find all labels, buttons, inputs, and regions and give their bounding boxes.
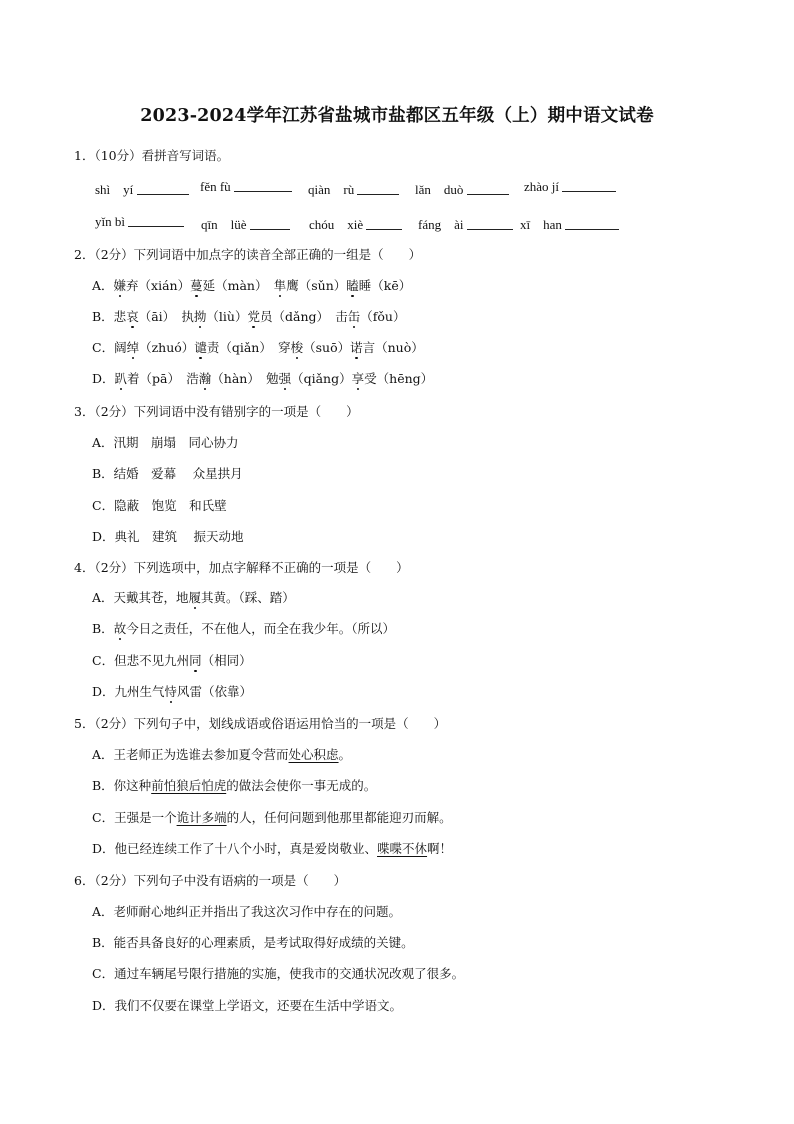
- answer-blank[interactable]: [357, 182, 399, 195]
- option-a[interactable]: A．天戴其苍，地履其黄。（踩、踏）: [92, 590, 295, 605]
- pinyin-item: chóu xiè: [309, 214, 402, 233]
- option-d[interactable]: D．他已经连续工作了十八个小时，真是爱岗敬业、喋喋不休啊！: [92, 841, 453, 856]
- option-c[interactable]: C．通过车辆尾号限行措施的实施，使我市的交通状况改观了很多。: [92, 966, 465, 981]
- option-c[interactable]: C．但悲不见九州同（相同）: [92, 653, 252, 668]
- option-b[interactable]: B．能否具备良好的心理素质，是考试取得好成绩的关键。: [92, 935, 414, 950]
- option-b[interactable]: B．结婚 爱幕 众星拱月: [92, 466, 243, 481]
- page-title: 2023-2024学年江苏省盐城市盐都区五年级（上）期中语文试卷: [140, 106, 654, 126]
- option-a[interactable]: A．嫌弃（xián）蔓延（màn） 隼鹰（sǔn）瞌睡（kē）: [92, 278, 412, 293]
- pinyin-item: xī han: [520, 214, 619, 233]
- option-d[interactable]: D．九州生气恃风雷（依靠）: [92, 684, 253, 699]
- question-4-stem: 4．（2分）下列选项中，加点字解释不正确的一项是（ ）: [74, 560, 409, 575]
- pinyin-item: zhào jí: [524, 179, 616, 195]
- pinyin-item: qiàn rù: [308, 179, 399, 198]
- answer-blank[interactable]: [366, 217, 402, 230]
- pinyin-item: fěn fù: [200, 179, 292, 195]
- answer-blank[interactable]: [562, 179, 616, 192]
- answer-blank[interactable]: [565, 217, 619, 230]
- pinyin-item: lǎn duò: [415, 179, 509, 198]
- pinyin-item: yǐn bì: [95, 214, 184, 230]
- option-d[interactable]: D．我们不仅要在课堂上学语文，还要在生活中学语文。: [92, 998, 403, 1013]
- question-5-stem: 5．（2分）下列句子中，划线成语或俗语运用恰当的一项是（ ）: [74, 716, 447, 731]
- answer-blank[interactable]: [128, 214, 184, 227]
- pinyin-item: qīn lüè: [201, 214, 290, 233]
- answer-blank[interactable]: [137, 182, 189, 195]
- option-c[interactable]: C．阔绰（zhuó）谴责（qiǎn） 穿梭（suō）诺言（nuò）: [92, 340, 424, 355]
- option-b[interactable]: B．你这种前怕狼后怕虎的做法会使你一事无成的。: [92, 778, 377, 793]
- question-1-stem: 1．（10分）看拼音写词语。: [74, 148, 230, 163]
- answer-blank[interactable]: [467, 182, 509, 195]
- answer-blank[interactable]: [250, 217, 290, 230]
- option-b[interactable]: B．故今日之责任，不在他人，而全在我少年。（所以）: [92, 621, 395, 636]
- underlined-idiom: 处心积虑: [288, 747, 339, 762]
- option-c[interactable]: C．王强是一个诡计多端的人，任何问题到他那里都能迎刃而解。: [92, 810, 452, 825]
- option-c[interactable]: C．隐蔽 饱览 和氏壁: [92, 498, 227, 513]
- answer-blank[interactable]: [467, 217, 513, 230]
- question-3-stem: 3．（2分）下列词语中没有错别字的一项是（ ）: [74, 404, 359, 419]
- option-d[interactable]: D．典礼 建筑 振天动地: [92, 529, 244, 544]
- option-a[interactable]: A．老师耐心地纠正并指出了我这次习作中存在的问题。: [92, 904, 402, 919]
- option-d[interactable]: D．趴着（pā） 浩瀚（hàn） 勉强（qiǎng）享受（hēng）: [92, 371, 434, 386]
- question-6-stem: 6．（2分）下列句子中没有语病的一项是（ ）: [74, 873, 347, 888]
- underlined-idiom: 诡计多端: [176, 810, 227, 825]
- underlined-idiom: 前怕狼后怕虎: [151, 778, 227, 793]
- answer-blank[interactable]: [234, 179, 292, 192]
- pinyin-item: shì yí: [95, 179, 189, 198]
- question-2-stem: 2．（2分）下列词语中加点字的读音全部正确的一组是（ ）: [74, 247, 422, 262]
- option-b[interactable]: B．悲哀（āi） 执拗（liù）党员（dǎng） 击缶（fǒu）: [92, 309, 406, 324]
- underlined-idiom: 喋喋不休: [377, 841, 428, 856]
- option-a[interactable]: A．汛期 崩塌 同心协力: [92, 435, 239, 450]
- option-a[interactable]: A．王老师正为选谁去参加夏令营而处心积虑。: [92, 747, 352, 762]
- pinyin-item: fáng ài: [418, 214, 513, 233]
